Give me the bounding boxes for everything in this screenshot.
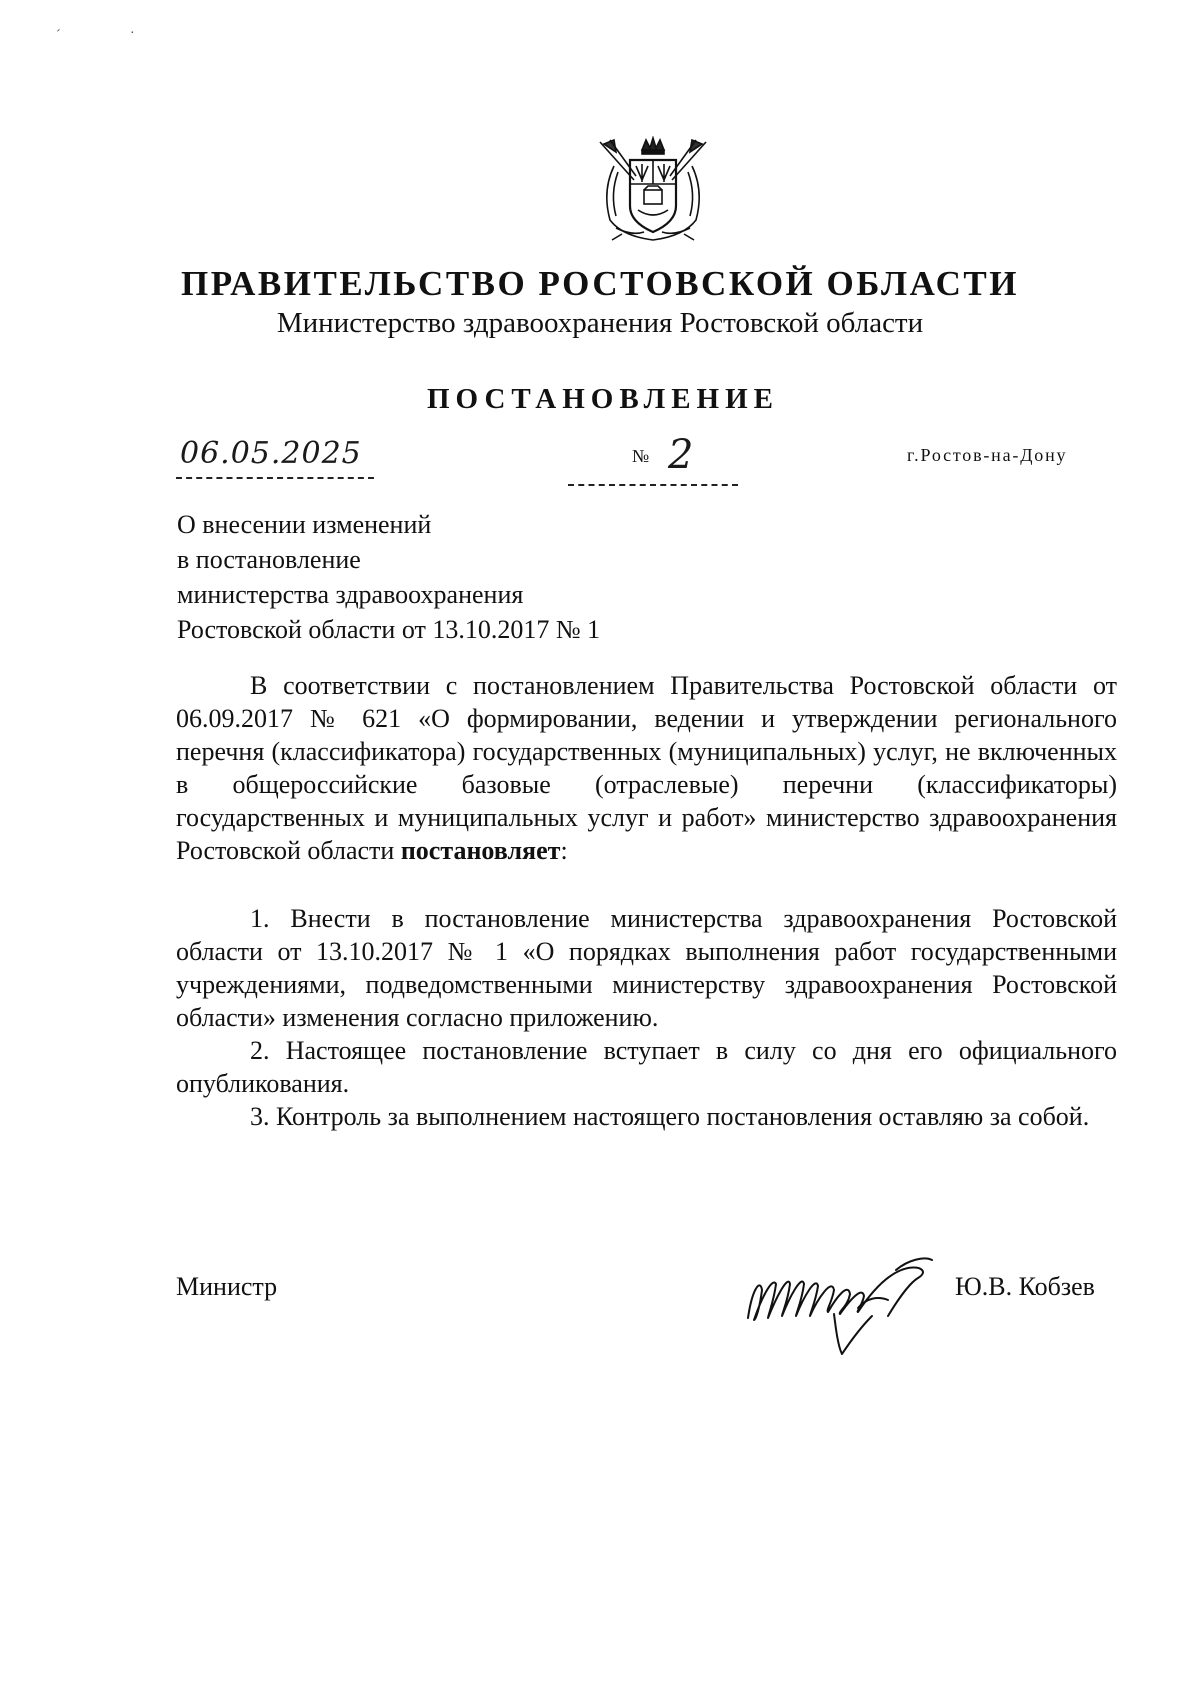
resolution-items bbox=[176, 902, 1117, 1133]
government-title: ПРАВИТЕЛЬСТВО РОСТОВСКОЙ ОБЛАСТИ bbox=[181, 264, 1019, 303]
subject-line: министерства здравоохранения bbox=[177, 580, 524, 609]
handwritten-signature-icon bbox=[738, 1250, 943, 1360]
resolves-punct: : bbox=[560, 836, 568, 865]
document-subject bbox=[177, 507, 600, 647]
ministry-title: Министерство здравоохранения Ростовской области bbox=[276, 307, 924, 339]
city-label: г.Ростов-на-Дону bbox=[907, 445, 1068, 465]
resolution-item: 1. Внести в постановление министерства здравоохранения Ростовской области от 13.10.2017 № 1 «О порядках выполнения работ государственными учреждениями, подведомственными министерству здравоохранения Ростовской области» изменения согласно приложению. bbox=[176, 904, 1117, 1032]
number-underline bbox=[568, 484, 738, 486]
document-date: 06.05.2025 bbox=[180, 436, 362, 471]
subject-line: в постановление bbox=[177, 545, 361, 574]
document-number: 2 bbox=[668, 432, 694, 478]
scan-speck: ˊ bbox=[56, 28, 61, 43]
resolution-item: 3. Контроль за выполнением настоящего постановления оставляю за собой. bbox=[250, 1102, 1090, 1131]
coat-of-arms-icon bbox=[592, 136, 714, 244]
subject-line: О внесении изменений bbox=[177, 510, 432, 539]
scan-speck: · bbox=[130, 26, 135, 41]
signatory-position: Министр bbox=[176, 1272, 278, 1301]
date-underline bbox=[176, 477, 374, 479]
preamble-block bbox=[176, 669, 1117, 867]
signatory-name: Ю.В. Кобзев bbox=[955, 1272, 1095, 1301]
resolves-word: постановляет bbox=[400, 836, 561, 865]
document-type-heading: ПОСТАНОВЛЕНИЕ bbox=[426, 383, 779, 415]
preamble-paragraph bbox=[176, 669, 1117, 867]
preamble-text: В соответствии с постановлением Правительства Ростовской области от 06.09.2017 № 621 «О формировании, ведении и утверждении регионального перечня (классификатора) государственных (муниципальных) услуг, не включенных в общероссийские базовые (отраслевые) перечни (классификаторы) государственных и муниципальных услуг и работ» министерство здравоохранения Ростовской области bbox=[176, 671, 1117, 865]
number-label: № bbox=[632, 446, 650, 466]
resolution-item: 2. Настоящее постановление вступает в силу со дня его официального опубликования. bbox=[176, 1036, 1117, 1098]
subject-line: Ростовской области от 13.10.2017 № 1 bbox=[177, 615, 601, 644]
